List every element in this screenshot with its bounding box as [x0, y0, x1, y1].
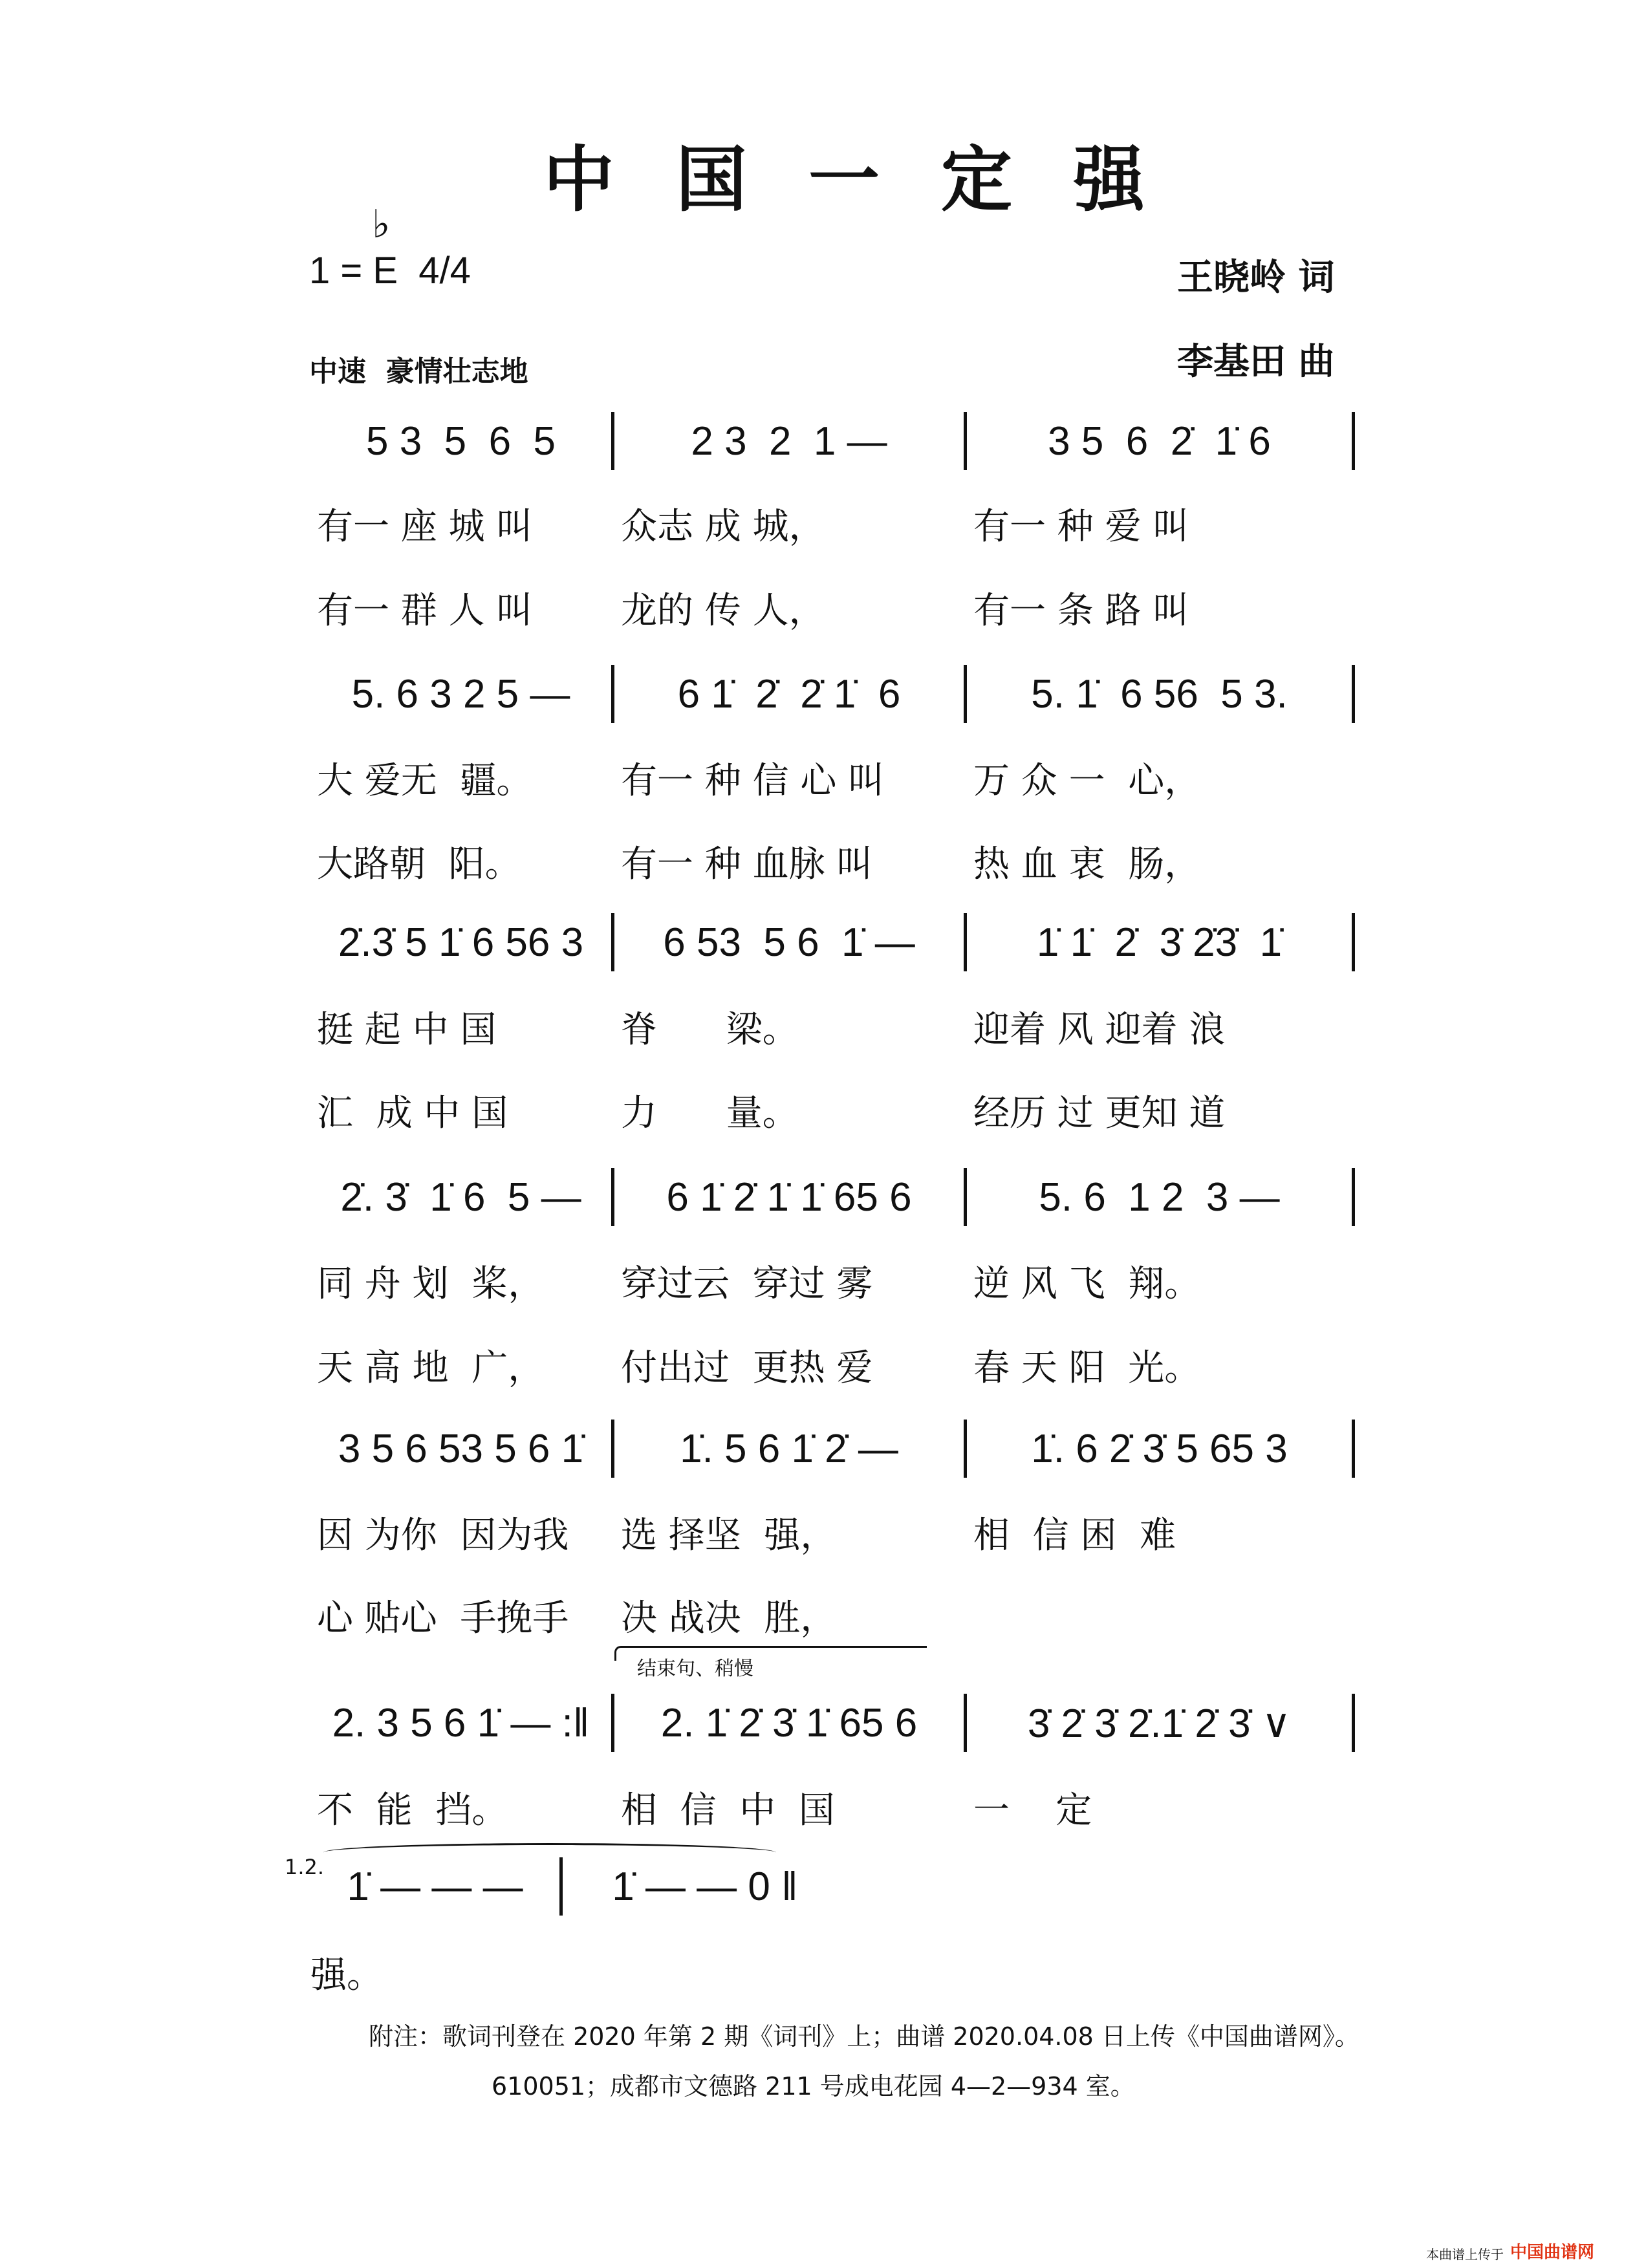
lyric-segment: 众志 成 城， [621, 506, 825, 548]
measure: 5. 6 1 2 3 — [967, 1168, 1355, 1226]
footnote: 附注：歌词刊登在 2020 年第 2 期《词刊》上；曲谱 2020.04.08 日上传《中国曲谱网》。 [369, 2022, 1359, 2051]
lyric-row [310, 1001, 1355, 1053]
site-logo[interactable]: 中国曲谱网 [1510, 2243, 1595, 2262]
measure: 1̇ — — 0 ‖ [612, 1864, 798, 1909]
lyric-segment: 春 天 阳 光。 [973, 1347, 1201, 1389]
lyric-segment: 汇 成 中 国 [317, 1092, 508, 1134]
lyric-segment: 相 信 中 国 [621, 1789, 835, 1831]
lyric-segment: 逆 风 飞 翔。 [973, 1263, 1201, 1305]
upload-text: 本曲谱上传于 [1426, 2247, 1504, 2262]
final-lyric: 强。 [310, 1954, 383, 1996]
measure: 3̇ 2̇ 3̇ 2̇.1̇ 2̇ 3̇ ∨ [967, 1694, 1355, 1752]
lyric-segment: 有一 条 路 叫 [973, 590, 1189, 632]
lyric-segment: 因 为你 因为我 [317, 1515, 569, 1557]
notation-row [310, 1694, 1355, 1752]
lyric-segment: 热 血 衷 肠， [973, 843, 1201, 885]
measure: 6 1̇ 2̇ 1̇ 1̇ 65 6 [614, 1168, 967, 1226]
lyric-row [310, 836, 1355, 887]
lyric-row [310, 752, 1355, 804]
measure: 2 3 2 1 — [614, 412, 967, 470]
notation-row [310, 665, 1355, 723]
address-note: 610051；成都市文德路 211 号成电花园 4—2—934 室。 [492, 2072, 1135, 2101]
lyric-segment: 脊 梁。 [621, 1009, 799, 1051]
measure: 1̇ — — — [310, 1857, 563, 1916]
measure: 2. 3 5 6 1̇ — :‖ [310, 1694, 614, 1752]
lyric-segment: 有一 座 城 叫 [317, 506, 533, 548]
lyric-row [310, 1339, 1355, 1391]
notation-row [310, 913, 1355, 971]
measure: 6 1̇ 2̇ 2̇ 1̇ 6 [614, 665, 967, 723]
lyric-segment: 不 能 挡。 [317, 1789, 508, 1831]
lyric-segment: 选 择坚 强， [621, 1515, 837, 1557]
lyric-segment: 付出过 更热 爱 [621, 1347, 873, 1389]
lyric-row [310, 1085, 1355, 1136]
lyric-segment: 天 高 地 广， [317, 1347, 545, 1389]
measure: 1̇. 6 2̇ 3̇ 5 65 3 [967, 1420, 1355, 1478]
measure: 2. 1̇ 2̇ 3̇ 1̇ 65 6 [614, 1694, 967, 1752]
lyric-segment: 有一 群 人 叫 [317, 590, 533, 632]
lyric-segment: 相 信 困 难 [973, 1515, 1176, 1557]
lyric-row [310, 582, 1355, 634]
lyric-segment [967, 1590, 1355, 1641]
lyric-row [310, 1782, 1355, 1833]
lyricist-credit: 王晓岭 词 [1177, 257, 1335, 299]
lyric-row [310, 1255, 1355, 1307]
notation-row [310, 1168, 1355, 1226]
composer-credit: 李基田 曲 [1177, 341, 1335, 383]
song-title: 中国一定强 [543, 138, 1206, 221]
notation-row [310, 1420, 1355, 1478]
lyric-row [310, 1507, 1355, 1559]
measure: 2̇. 3̇ 1̇ 6 5 — [310, 1168, 614, 1226]
volta-note: 结束句、稍慢 [637, 1658, 753, 1680]
lyric-segment: 有一 种 爱 叫 [973, 506, 1189, 548]
lyric-segment: 心 贴心 手挽手 [317, 1597, 569, 1639]
measure: 5. 6 3 2 5 — [310, 665, 614, 723]
measure: 3 5 6 2̇ 1̇ 6 [967, 412, 1355, 470]
lyric-segment: 有一 种 信 心 叫 [621, 760, 885, 802]
lyric-segment: 经历 过 更知 道 [973, 1092, 1226, 1134]
measure: 5 3 5 6 5 [310, 412, 614, 470]
ending-number: 1.2. [285, 1855, 325, 1879]
ending-system [310, 1857, 1355, 1916]
lyric-segment: 穿过云 穿过 雾 [621, 1263, 873, 1305]
lyric-segment: 力 量。 [621, 1092, 799, 1134]
lyric-row [310, 498, 1355, 550]
lyric-segment: 挺 起 中 国 [317, 1009, 497, 1051]
lyric-segment: 一 定 [973, 1789, 1092, 1831]
measure: 5. 1̇ 6 56 5 3. [967, 665, 1355, 723]
key-signature: 1 = E 4/4 [309, 250, 471, 292]
lyric-segment: 同 舟 划 桨， [317, 1263, 545, 1305]
lyric-segment: 有一 种 血脉 叫 [621, 843, 873, 885]
lyric-segment: 龙的 传 人， [621, 590, 825, 632]
tempo-marking: 中速 豪情壮志地 [309, 355, 528, 388]
flat-sign: ♭ [372, 202, 391, 247]
measure: 6 53 5 6 1̇ — [614, 913, 967, 971]
lyric-row [310, 1590, 1355, 1641]
lyric-segment: 大路朝 阳。 [317, 843, 521, 885]
lyric-segment: 大 爱无 疆。 [317, 760, 533, 802]
measure: 1̇ 1̇ 2̇ 3̇ 2̇3̇ 1̇ [967, 913, 1355, 971]
measure: 2̇.3̇ 5 1̇ 6 56 3 [310, 913, 614, 971]
notation-row [310, 412, 1355, 470]
lyric-segment: 万 众 一 心， [973, 760, 1201, 802]
measure: 1̇. 5 6 1̇ 2̇ — [614, 1420, 967, 1478]
lyric-segment: 决 战决 胜， [621, 1597, 837, 1639]
lyric-segment: 迎着 风 迎着 浪 [973, 1009, 1226, 1051]
measure: 3 5 6 53 5 6 1̇ [310, 1420, 614, 1478]
